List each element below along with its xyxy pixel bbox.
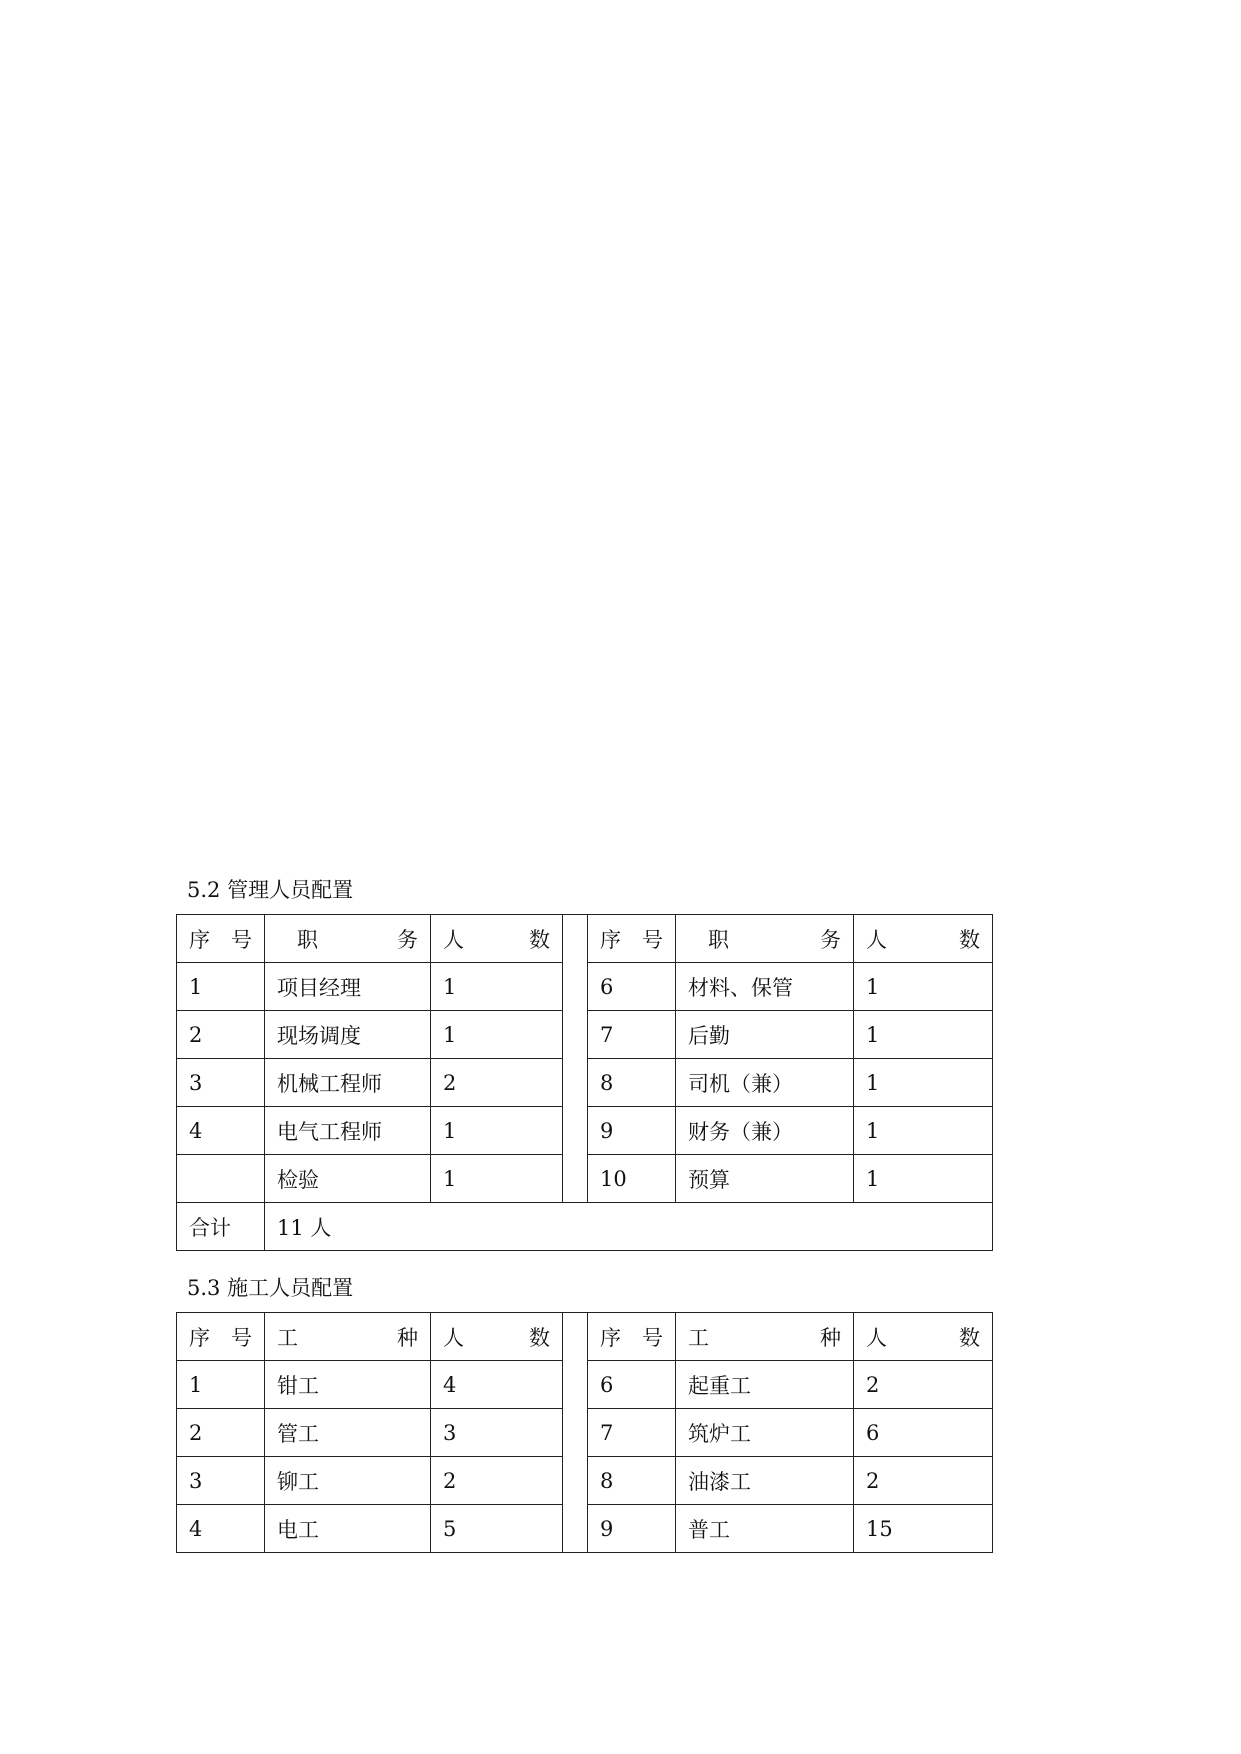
right-seq: 10 (588, 1155, 676, 1203)
left-seq: 3 (177, 1059, 265, 1107)
header-seq: 序 号 (588, 1313, 676, 1361)
right-seq: 6 (588, 1361, 676, 1409)
table-header-row (177, 1313, 993, 1361)
right-role: 材料、保管 (676, 963, 854, 1011)
right-count: 1 (854, 963, 993, 1011)
left-role: 项目经理 (265, 963, 431, 1011)
left-seq (177, 1155, 265, 1203)
right-role: 预算 (676, 1155, 854, 1203)
left-seq: 4 (177, 1505, 265, 1553)
header-trade: 工 种 (265, 1313, 431, 1361)
right-count: 1 (854, 1059, 993, 1107)
header-count: 人 数 (854, 915, 993, 963)
left-seq: 3 (177, 1457, 265, 1505)
construction-section-title: 5.3 施工人员配置 (187, 1276, 354, 1300)
header-count: 人 数 (431, 1313, 563, 1361)
header-count: 人 数 (431, 915, 563, 963)
right-seq: 7 (588, 1011, 676, 1059)
left-role: 电气工程师 (265, 1107, 431, 1155)
construction-staff-table (176, 1312, 993, 1553)
right-seq: 9 (588, 1107, 676, 1155)
left-count: 1 (431, 963, 563, 1011)
right-count: 2 (854, 1457, 993, 1505)
table-header-row (177, 915, 993, 963)
right-count: 2 (854, 1361, 993, 1409)
left-count: 3 (431, 1409, 563, 1457)
left-role: 机械工程师 (265, 1059, 431, 1107)
right-seq: 6 (588, 963, 676, 1011)
total-label: 合计 (177, 1203, 265, 1251)
left-role: 现场调度 (265, 1011, 431, 1059)
right-seq: 9 (588, 1505, 676, 1553)
left-count: 2 (431, 1457, 563, 1505)
left-seq: 1 (177, 963, 265, 1011)
left-role: 检验 (265, 1155, 431, 1203)
management-section-title: 5.2 管理人员配置 (187, 878, 354, 902)
table-gap (563, 1313, 588, 1553)
left-count: 1 (431, 1011, 563, 1059)
right-seq: 8 (588, 1059, 676, 1107)
management-staff-table (176, 914, 993, 1251)
left-count: 1 (431, 1155, 563, 1203)
right-trade: 起重工 (676, 1361, 854, 1409)
header-role: 职 务 (265, 915, 431, 963)
header-trade: 工 种 (676, 1313, 854, 1361)
left-trade: 电工 (265, 1505, 431, 1553)
left-trade: 管工 (265, 1409, 431, 1457)
left-seq: 1 (177, 1361, 265, 1409)
left-trade: 钳工 (265, 1361, 431, 1409)
left-seq: 2 (177, 1409, 265, 1457)
right-role: 后勤 (676, 1011, 854, 1059)
right-trade: 筑炉工 (676, 1409, 854, 1457)
header-seq: 序 号 (588, 915, 676, 963)
left-seq: 2 (177, 1011, 265, 1059)
left-trade: 铆工 (265, 1457, 431, 1505)
header-seq: 序 号 (177, 1313, 265, 1361)
total-value: 11 人 (265, 1203, 993, 1251)
left-seq: 4 (177, 1107, 265, 1155)
right-count: 1 (854, 1011, 993, 1059)
right-seq: 8 (588, 1457, 676, 1505)
right-count: 15 (854, 1505, 993, 1553)
right-role: 司机（兼） (676, 1059, 854, 1107)
right-trade: 油漆工 (676, 1457, 854, 1505)
right-trade: 普工 (676, 1505, 854, 1553)
left-count: 4 (431, 1361, 563, 1409)
header-count: 人 数 (854, 1313, 993, 1361)
right-count: 1 (854, 1155, 993, 1203)
right-seq: 7 (588, 1409, 676, 1457)
header-seq: 序 号 (177, 915, 265, 963)
table-gap (563, 915, 588, 1203)
right-role: 财务（兼） (676, 1107, 854, 1155)
right-count: 6 (854, 1409, 993, 1457)
header-role: 职 务 (676, 915, 854, 963)
left-count: 1 (431, 1107, 563, 1155)
total-row (177, 1203, 993, 1251)
left-count: 2 (431, 1059, 563, 1107)
right-count: 1 (854, 1107, 993, 1155)
left-count: 5 (431, 1505, 563, 1553)
